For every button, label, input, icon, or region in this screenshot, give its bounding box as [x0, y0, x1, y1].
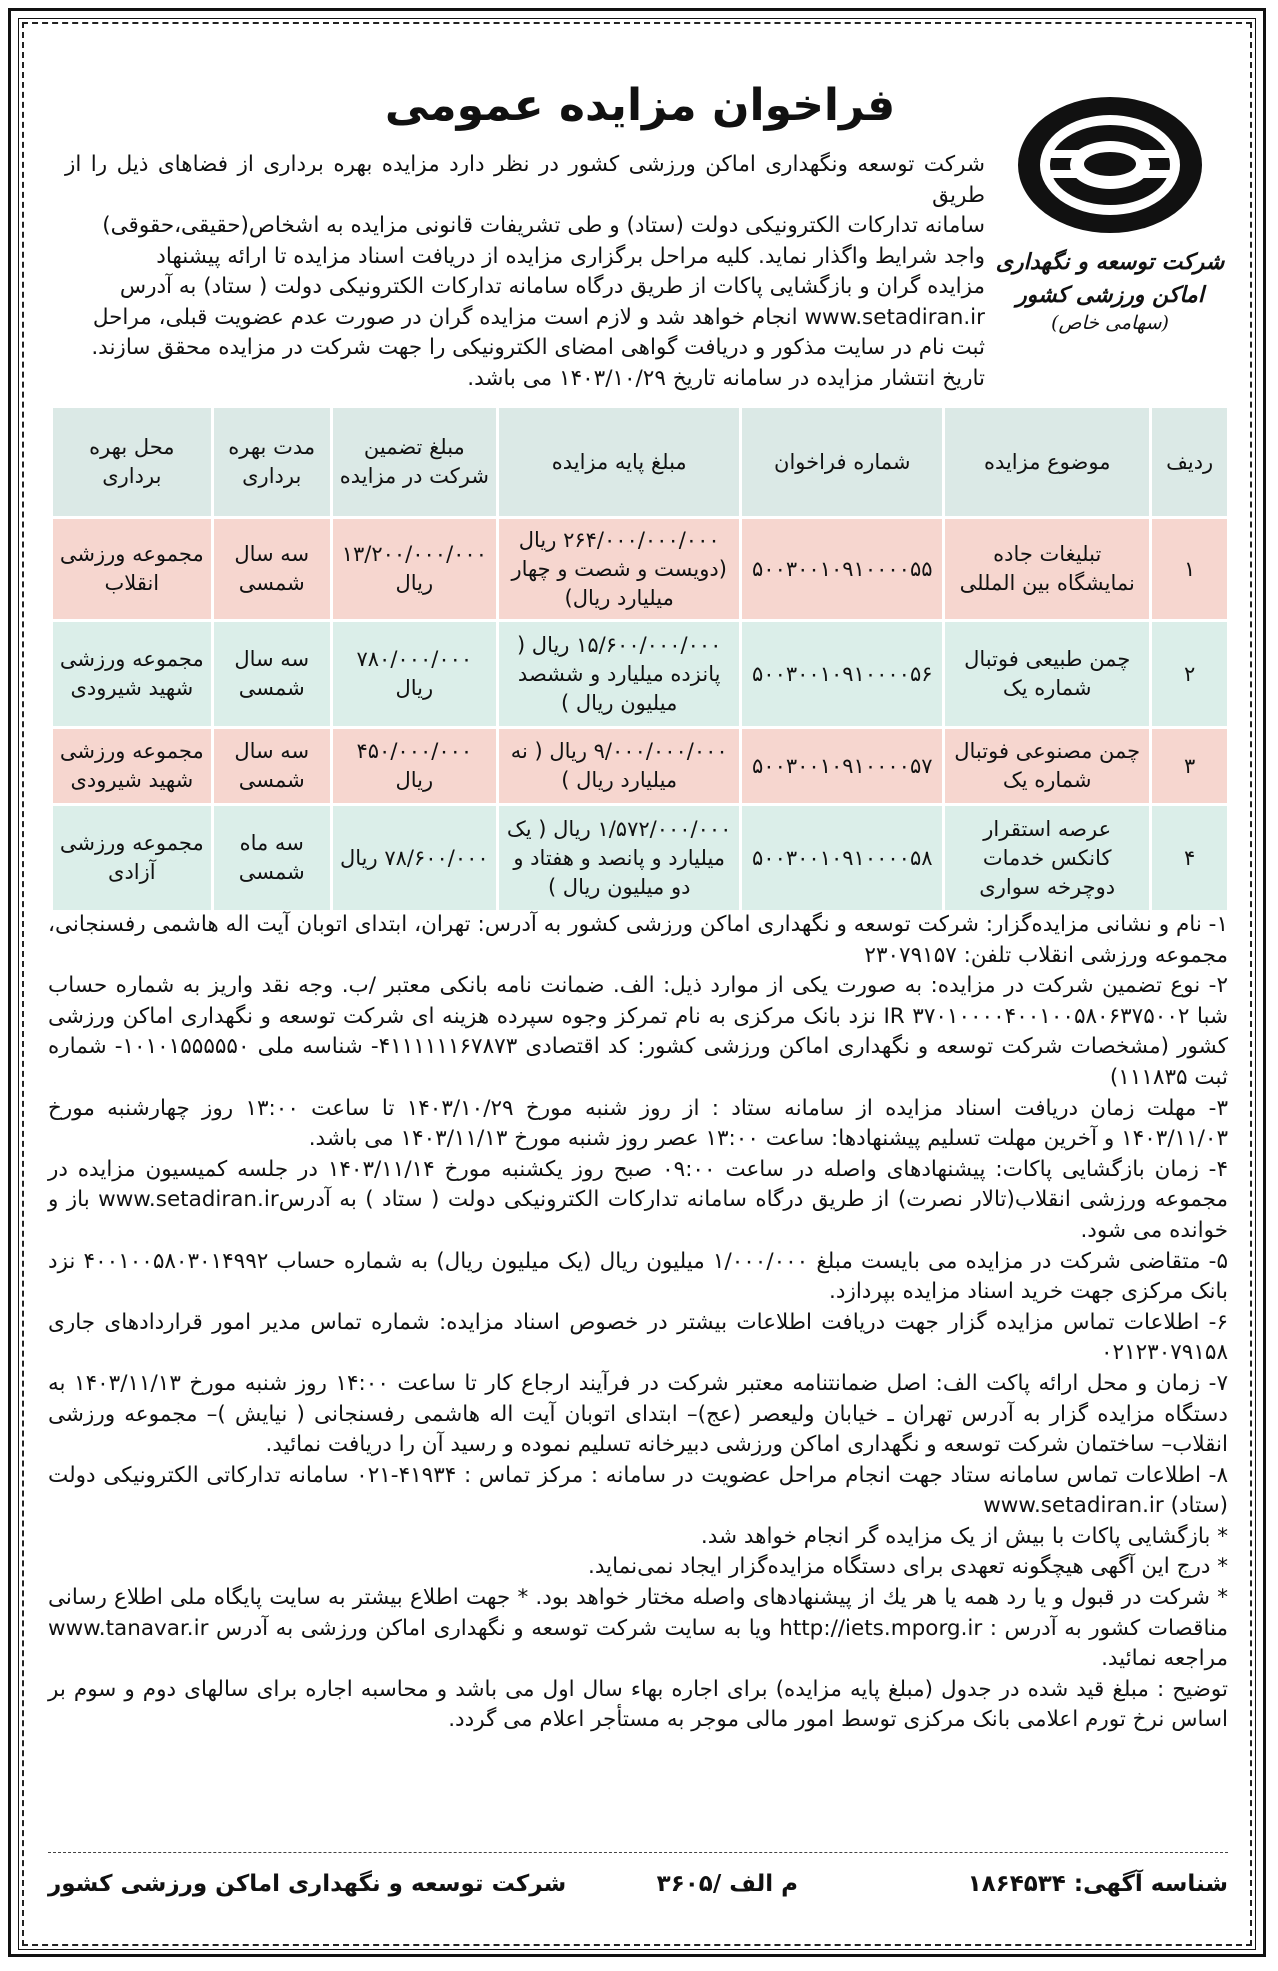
explanation: توضیح : مبلغ قید شده در جدول (مبلغ پایه مزایده) برای اجاره بهاء سال اول می باشد و محاسبه اجاره برای سالهای دوم و سوم بر اساس نرخ تورم اعلامی بانک مرکزی توسط امور مالی موجر به مستأجر اعلام می گردد.	[48, 1676, 1228, 1733]
term-item: ۱- نام و نشانی مزایده‌گزار: شرکت توسعه و نگهداری اماکن ورزشی کشور به آدرس: تهران، ابتدای اتوبان آیت اله هاشمی رفسنجانی، مجموعه ورزشی انقلاب تلفن: ۲۳۰۷۹۱۵۷	[48, 912, 1228, 968]
cell-duration: سه سال شمسی	[214, 519, 330, 619]
ad-code: م الف /۳۶۰۵	[656, 1871, 798, 1897]
cell-row: ۱	[1152, 519, 1227, 619]
term-item: ۲- نوع تضمین شرکت در مزایده: به صورت یکی از موارد ذیل: الف. ضمانت نامه بانکی معتبر /ب. وجه نقد واریز به شماره حساب شبا IR ۳۷۰۱۰۰۰۰۴۰۰۱۰۰۵۸۰۶۳۷۵۰۰۲ نزد بانک مرکزی به نام تمرکز وجوه سپرده هزینه ای شرکت توسعه و نگهداری اماکن ورزشی کشور (مشخصات شرکت توسعه و نگهداری اماکن ورزشی کشور: کد اقتصادی ۴۱۱۱۱۱۱۶۷۸۷۳- شناسه ملی ۱۰۱۰۱۵۵۵۵۵۰- شماره ثبت ۱۱۱۸۳۵)	[48, 973, 1229, 1090]
col-call-no: شماره فراخوان	[742, 408, 942, 516]
intro-line: شرکت توسعه ونگهداری اماکن ورزشی کشور در نظر دارد مزایده بهره برداری از فضاهای ذیل را از طریق	[65, 152, 985, 208]
cell-base-price: ۲۶۴/۰۰۰/۰۰۰/۰۰۰ ریال (دویست و شصت و چهار میلیارد ریال)	[499, 519, 740, 619]
cell-duration: سه سال شمسی	[214, 729, 330, 803]
terms-section	[48, 910, 1228, 1736]
cell-guarantee: ۴۵۰/۰۰۰/۰۰۰ ریال	[333, 729, 496, 803]
logo-emblem-icon	[1010, 90, 1210, 240]
table-row	[53, 729, 1227, 803]
cell-location: مجموعه ورزشی شهید شیرودی	[53, 729, 211, 803]
cell-row: ۳	[1152, 729, 1227, 803]
col-subject: موضوع مزایده	[945, 408, 1149, 516]
cell-call-no: ۵۰۰۳۰۰۱۰۹۱۰۰۰۰۵۷	[742, 729, 942, 803]
note-item: * شرکت در قبول و یا رد همه یا هر یك از پیشنهادهای واصله مختار خواهد بود. * جهت اطلاع بیشتر به سایت پایگاه ملی اطلاع رسانی مناقصات کشور به آدرس : http://iets.mporg.ir ویا به سایت شرکت توسعه و نگهداری اماکن ورزشی به آدرس www.tanavar.ir مراجعه نمائید.	[48, 1585, 1229, 1672]
cell-call-no: ۵۰۰۳۰۰۱۰۹۱۰۰۰۰۵۵	[742, 519, 942, 619]
col-row: ردیف	[1152, 408, 1227, 516]
header	[40, 60, 1240, 420]
intro-line: www.setadiran.ir انجام خواهد شد و لازم است مزایده گران در صورت عدم عضویت قبلی، مراحل	[92, 304, 985, 330]
term-item: ۶- اطلاعات تماس مزایده گزار جهت دریافت اطلاعات بیشتر در خصوص اسناد مزایده: شماره تماس مدیر امور قراردادهای جاری ۰۲۱۲۳۰۷۹۱۵۸	[48, 1309, 1228, 1366]
cell-subject: چمن طبیعی فوتبال شماره یک	[945, 622, 1149, 726]
cell-call-no: ۵۰۰۳۰۰۱۰۹۱۰۰۰۰۵۶	[742, 622, 942, 726]
table-row	[53, 806, 1227, 910]
note-item: * درج این آگهی هیچگونه تعهدی برای دستگاه مزایده‌گزار ایجاد نمی‌نماید.	[588, 1554, 1228, 1580]
logo-org-name: شرکت توسعه و نگهداری اماکن ورزشی کشور	[995, 249, 1225, 308]
cell-location: مجموعه ورزشی انقلاب	[53, 519, 211, 619]
cell-guarantee: ۱۳/۲۰۰/۰۰۰/۰۰۰ ریال	[333, 519, 496, 619]
auction-table	[50, 405, 1230, 913]
intro-line: تاریخ انتشار مزایده در سامانه تاریخ ۱۴۰۳/۱۰/۲۹ می باشد.	[467, 365, 985, 391]
intro-line: سامانه تدارکات الکترونیکی دولت (ستاد) و طی تشریفات قانونی مزایده به اشخاص(حقیقی،حقوقی)	[102, 213, 985, 238]
cell-base-price: ۹/۰۰۰/۰۰۰/۰۰۰ ریال ( نه میلیارد ریال )	[499, 729, 740, 803]
intro-paragraph	[65, 150, 985, 394]
cell-base-price: ۱/۵۷۲/۰۰۰/۰۰۰ ریال ( یک میلیارد و پانصد و هفتاد و دو میلیون ریال )	[499, 806, 740, 910]
logo-org-type: (سهامی خاص)	[1051, 312, 1169, 334]
col-duration: مدت بهره برداری	[214, 408, 330, 516]
term-item: ۳- مهلت زمان دریافت اسناد مزایده از سامانه ستاد : از روز شنبه مورخ ۱۴۰۳/۱۰/۲۹ تا ساعت ۱۳:۰۰ روز چهارشنبه مورخ ۱۴۰۳/۱۱/۰۳ و آخرین مهلت تسلیم پیشنهادها: ساعت ۱۳:۰۰ عصر روز شنبه مورخ ۱۴۰۳/۱۱/۱۳ می باشد.	[48, 1095, 1228, 1152]
cell-location: مجموعه ورزشی شهید شیرودی	[53, 622, 211, 726]
company-logo	[990, 90, 1230, 380]
cell-call-no: ۵۰۰۳۰۰۱۰۹۱۰۰۰۰۵۸	[742, 806, 942, 910]
footer	[48, 1865, 1228, 1909]
cell-subject: چمن مصنوعی فوتبال شماره یک	[945, 729, 1149, 803]
intro-line: ثبت نام در سایت مذکور و دریافت گواهی امضای الکترونیکی را جهت شرکت در مزایده محقق سازند.	[91, 335, 985, 360]
cell-duration: سه سال شمسی	[214, 622, 330, 726]
cell-base-price: ۱۵/۶۰۰/۰۰۰/۰۰۰ ریال ( پانزده میلیارد و ششصد میلیون ریال )	[499, 622, 740, 726]
cell-row: ۴	[1152, 806, 1227, 910]
table-row	[53, 622, 1227, 726]
intro-line: واجد شرایط واگذار نماید. کلیه مراحل برگزاری مزایده از دریافت اسناد مزایده تا ارائه پیشنهاد	[156, 243, 985, 269]
term-item: ۷- زمان و محل ارائه پاکت الف: اصل ضمانتنامه معتبر شرکت در فرآیند ارجاع کار تا ساعت ۱۴:۰۰ روز شنبه مورخ ۱۴۰۳/۱۱/۱۳ به دستگاه مزایده گزار به آدرس تهران ـ خیابان ولیعصر (عج)– ابتدای اتوبان آیت اله هاشمی رفسنجانی ( نیایش )– مجموعه ورزشی انقلاب– ساختمان شرکت توسعه و نگهداری اماکن ورزشی دبیرخانه تسلیم نموده و رسید آن را دریافت نمائید.	[48, 1370, 1228, 1458]
cell-row: ۲	[1152, 622, 1227, 726]
col-guarantee: مبلغ تضمین شرکت در مزایده	[333, 408, 496, 516]
page-title: فراخوان مزایده عمومی	[384, 80, 896, 131]
intro-line: مزایده گران و بازگشایی پاکات از طریق درگاه سامانه تدارکات الکترونیکی دولت ( ستاد) به آدرس	[119, 274, 985, 299]
footer-divider	[48, 1852, 1228, 1853]
note-item: * بازگشایی پاکات با بیش از یک مزایده گر انجام خواهد شد.	[700, 1523, 1228, 1549]
term-item: ۸- اطلاعات تماس سامانه ستاد جهت انجام مراحل عضویت در سامانه : مرکز تماس : ۴۱۹۳۴-۰۲۱ سامانه تدارکاتی الکترونیکی دولت (ستاد) www.setadiran.ir	[48, 1462, 1229, 1519]
col-location: محل بهره برداری	[53, 408, 211, 516]
cell-duration: سه ماه شمسی	[214, 806, 330, 910]
cell-guarantee: ۷۸/۶۰۰/۰۰۰ ریال	[333, 806, 496, 910]
cell-subject: عرصه استقرار کانکس خدمات دوچرخه سواری	[945, 806, 1149, 910]
table-row	[53, 519, 1227, 619]
cell-subject: تبلیغات جاده نمایشگاه بین المللی	[945, 519, 1149, 619]
col-base-price: مبلغ پایه مزایده	[499, 408, 740, 516]
table-header-row	[53, 408, 1227, 516]
footer-org-name: شرکت توسعه و نگهداری اماکن ورزشی کشور	[48, 1871, 567, 1897]
term-item: ۴- زمان بازگشایی پاکات: پیشنهادهای واصله در ساعت ۰۹:۰۰ صبح روز یکشنبه مورخ ۱۴۰۳/۱۱/۱۴ در جلسه کمیسیون مزایده در مجموعه ورزشی انقلاب(تالار نصرت) از طریق درگاه سامانه تدارکات الکترونیکی دولت ( ستاد ) به آدرسwww.setadiran.ir باز و خوانده می شود.	[48, 1156, 1229, 1243]
term-item: ۵- متقاضی شرکت در مزایده می بایست مبلغ ۱/۰۰۰/۰۰۰ میلیون ریال (یک میلیون ریال) به شماره حساب ۴۰۰۱۰۰۵۸۰۳۰۱۴۹۹۲ نزد بانک مرکزی جهت خرید اسناد مزایده بپردازد.	[48, 1248, 1228, 1305]
cell-guarantee: ۷۸۰/۰۰۰/۰۰۰ ریال	[333, 622, 496, 726]
ad-id: شناسه آگهی: ۱۸۶۴۵۳۴	[967, 1871, 1228, 1897]
cell-location: مجموعه ورزشی آزادی	[53, 806, 211, 910]
